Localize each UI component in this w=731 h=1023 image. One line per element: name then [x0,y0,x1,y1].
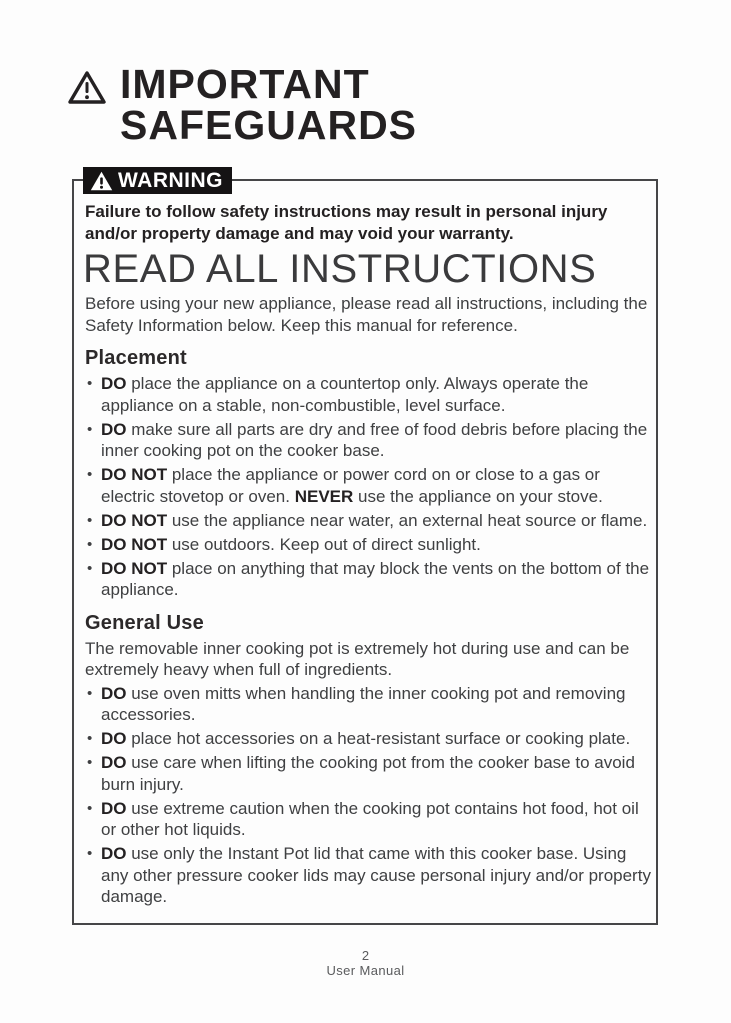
warning-label-triangle-icon [90,171,113,191]
bullet-text: place the appliance on a countertop only. Always operate the appliance on a stable, non-combustible, level surface. [101,374,589,415]
bullet-bold-text: DO [101,683,127,703]
warning-label-text: WARNING [118,168,223,192]
bullet-text: use outdoors. Keep out of direct sunlight. [167,534,481,554]
bullet-text: use the appliance on your stove. [353,486,603,506]
bullet-item [85,534,651,556]
section-heading: General Use [85,611,204,634]
bullet-text: place on anything that may block the vents on the bottom of the appliance. [101,558,650,599]
warning-intro: Before using your new appliance, please read all instructions, including the Safety Information below. Keep this manual for reference. [85,294,648,335]
section-heading: Placement [85,347,187,369]
bullet-bold-text: DO [101,374,127,393]
bullet-item [85,728,651,750]
bullet-bold-text: DO NOT [101,465,168,484]
bullet-item [85,683,651,726]
bullet-text: place the appliance or power cord on or close to a gas or electric stovetop or oven. [101,465,600,506]
page-title [120,61,418,148]
bullet-text: use the appliance near water, an external heat source or flame. [167,510,648,530]
section-paragraph: The removable inner cooking pot is extremely hot during use and can be extremely heavy when full of ingredients. [85,638,630,679]
bullet-bold-text: DO [101,798,127,818]
bullet-bold-text: DO [101,844,127,863]
bullet-text: make sure all parts are dry and free of food debris before placing the inner cooking pot on the cooker base. [101,419,648,460]
page-footer [0,948,731,978]
footer-label: User Manual [326,963,405,978]
warning-intro-bold: Failure to follow safety instructions may result in personal injury and/or property damage and may void your warranty. [85,202,608,243]
sections [85,347,651,908]
bullet-bold-text: DO [101,729,127,748]
bullet-bold-text: NEVER [294,486,354,506]
bullet-list [85,683,651,908]
bullet-bold-text: DO [101,419,127,439]
warning-box [72,168,658,925]
bullet-item [85,843,651,908]
bullet-text: use oven mitts when handling the inner cooking pot and removing accessories. [101,683,626,724]
page-title-line-2: SAFEGUARDS [120,102,418,148]
bullet-bold-text: DO [101,753,127,772]
warning-label [83,167,232,194]
page-title-line-1: IMPORTANT [120,61,370,107]
page-number: 2 [361,948,370,963]
bullet-text: use care when lifting the cooking pot from the cooker base to avoid burn injury. [101,753,635,794]
page-header [67,61,418,148]
bullet-text: place hot accessories on a heat-resistant surface or cooking plate. [126,729,631,748]
bullet-text: use extreme caution when the cooking pot contains hot food, hot oil or other hot liquids. [101,798,639,839]
bullet-list [85,373,651,601]
read-all-instructions-headline: READ ALL INSTRUCTIONS [83,247,597,291]
bullet-item [85,464,651,507]
warning-triangle-icon [67,70,107,111]
bullet-item [85,798,651,841]
bullet-item [85,373,651,416]
bullet-bold-text: DO NOT [101,558,168,578]
bullet-item [85,419,651,462]
bullet-text: use only the Instant Pot lid that came with this cooker base. Using any other pressure cooker lids may cause personal injury and/or property damage. [101,844,651,906]
bullet-bold-text: DO NOT [101,534,168,554]
bullet-item [85,558,651,601]
bullet-item [85,510,651,532]
bullet-bold-text: DO NOT [101,510,168,530]
bullet-item [85,752,651,795]
